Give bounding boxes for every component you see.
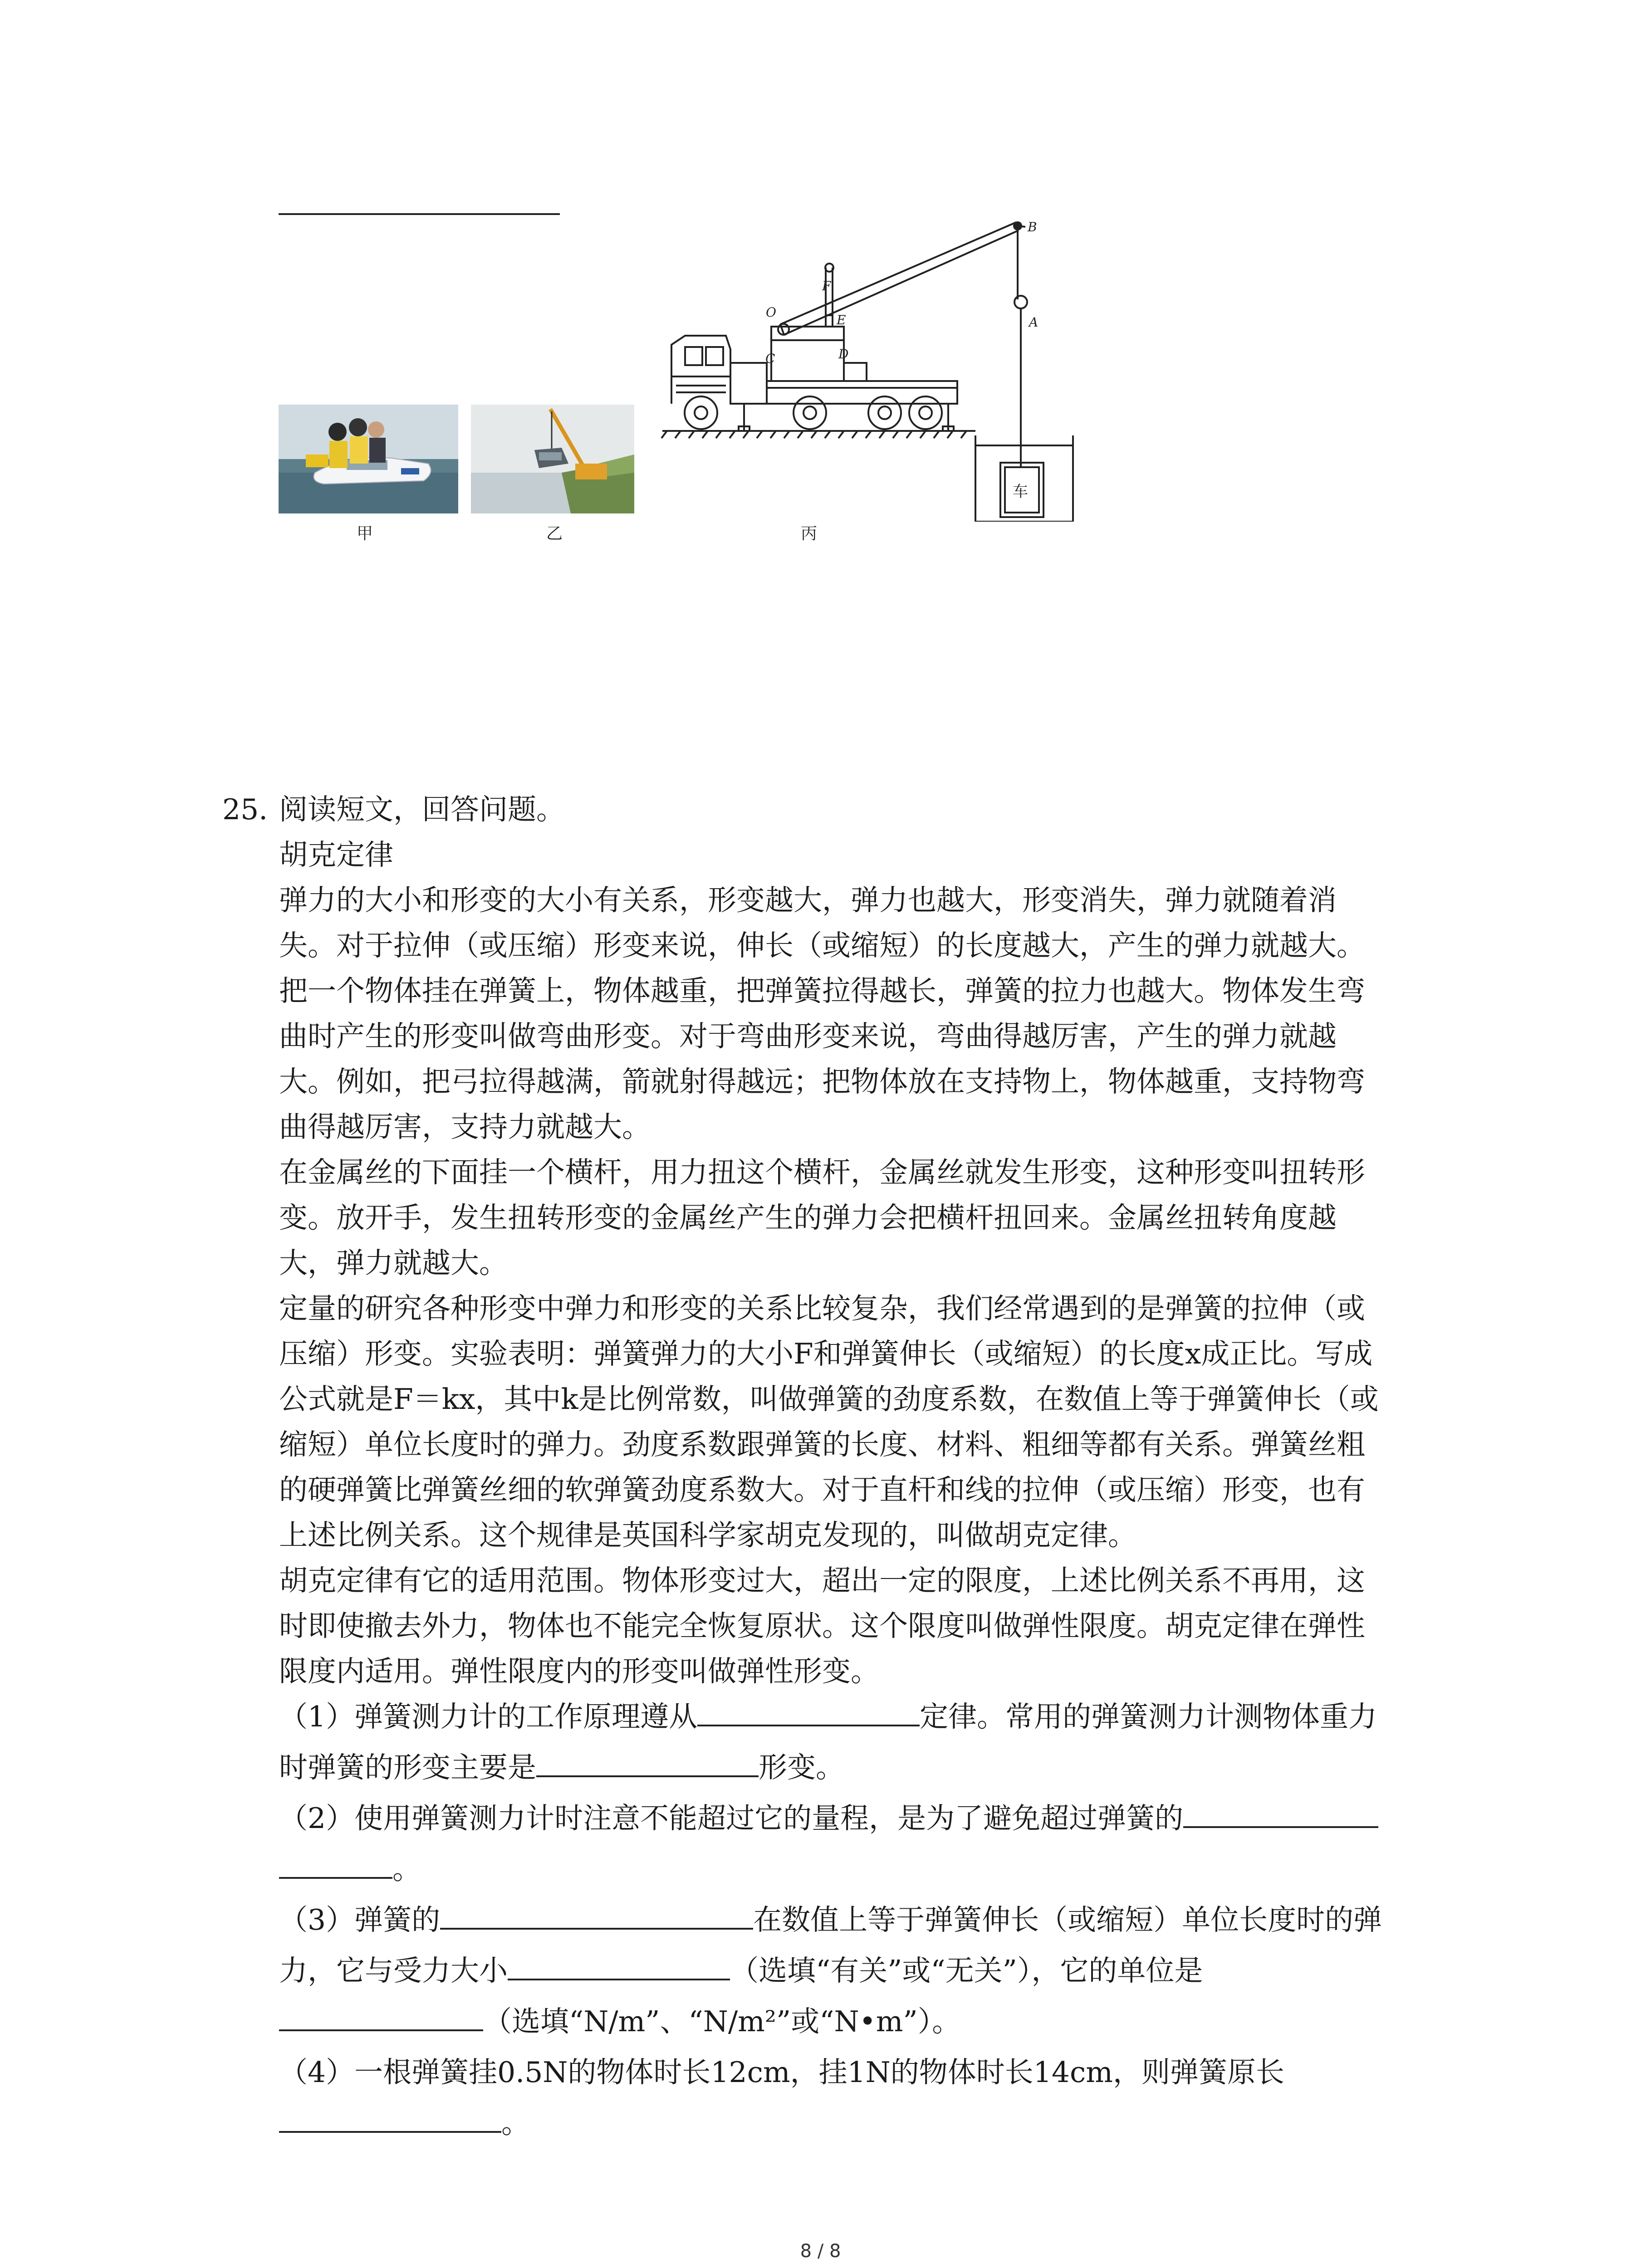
- passage-line: 限度内适用。弹性限度内的形变叫做弹性形变。: [279, 1655, 879, 1688]
- answer-blank[interactable]: [279, 1847, 392, 1879]
- sub-question-line: [279, 1847, 1486, 1897]
- sub-text: 形变。: [759, 1751, 844, 1784]
- caption-yi: 乙: [546, 524, 563, 543]
- sub-question-4: [279, 2050, 1486, 2151]
- sub-text: （选填“N/m”、“N/m²”或“N•m”）。: [483, 2005, 961, 2038]
- passage-line: 曲得越厉害，支持力就越大。: [279, 1110, 651, 1144]
- answer-blank[interactable]: [279, 1999, 483, 2031]
- paragraph-3: [279, 1286, 1486, 1558]
- label-f: F: [822, 279, 831, 293]
- passage-line: 失。对于拉伸（或压缩）形变来说，伸长（或缩短）的长度越大，产生的弹力就越大。: [279, 929, 1365, 962]
- passage-line: 大，弹力就越大。: [279, 1246, 508, 1280]
- sub-question-3: [279, 1897, 1486, 2050]
- sub-question-line: [279, 2101, 1486, 2151]
- label-b: B: [1028, 220, 1037, 235]
- passage-line: 时即使撤去外力，物体也不能完全恢复原状。这个限度叫做弹性限度。胡克定律在弹性: [279, 1609, 1365, 1642]
- passage-line: 弹力的大小和形变的大小有关系，形变越大，弹力也越大，形变消失，弹力就随着消: [279, 884, 1337, 917]
- passage-line: 在金属丝的下面挂一个横杆，用力扭这个横杆，金属丝就发生形变，这种形变叫扭转形: [279, 1156, 1365, 1189]
- sub-question-2: [279, 1796, 1486, 1897]
- passage-line: 公式就是F＝kx，其中k是比例常数，叫做弹簧的劲度系数，在数值上等于弹簧伸长（或: [279, 1383, 1379, 1416]
- label-a: A: [1029, 315, 1038, 330]
- sub-question-line: [279, 2050, 1486, 2101]
- sub-question-line: [279, 1694, 1486, 1745]
- answer-blank[interactable]: [697, 1695, 920, 1726]
- caption-bing: 丙: [801, 524, 818, 543]
- sub-question-line: [279, 1897, 1486, 1948]
- passage-line: 缩短）单位长度时的弹力。劲度系数跟弹簧的长度、材料、粗细等都有关系。弹簧丝粗: [279, 1428, 1365, 1461]
- sub-text: 在数值上等于弹簧伸长（或缩短）单位长度时的弹: [753, 1903, 1382, 1936]
- sub-text: （3）弹簧的: [279, 1903, 441, 1936]
- label-e: E: [837, 313, 846, 327]
- passage-line: 把一个物体挂在弹簧上，物体越重，把弹簧拉得越长，弹簧的拉力也越大。物体发生弯: [279, 974, 1365, 1007]
- passage-line: 上述比例关系。这个规律是英国科学家胡克发现的，叫做胡克定律。: [279, 1519, 1136, 1552]
- question-number: 25.: [222, 793, 268, 826]
- paragraph-2: [279, 1150, 1486, 1286]
- answer-blank-line: [279, 213, 560, 215]
- photo-crane-lifting-car: [471, 405, 634, 513]
- sub-question-line: [279, 1745, 1486, 1796]
- sub-text: 。: [501, 2107, 530, 2140]
- passage-line: 压缩）形变。实验表明：弹簧弹力的大小F和弹簧伸长（或缩短）的长度x成正比。写成: [279, 1337, 1373, 1370]
- sub-text: （4）一根弹簧挂0.5N的物体时长12cm，挂1N的物体时长14cm，则弹簧原长: [279, 2056, 1284, 2089]
- sub-text: （选填“有关”或“无关”），它的单位是: [730, 1954, 1203, 1987]
- caption-jia: 甲: [357, 524, 373, 543]
- passage-line: 胡克定律有它的适用范围。物体形变过大，超出一定的限度，上述比例关系不再用，这: [279, 1564, 1365, 1597]
- answer-blank[interactable]: [508, 1949, 730, 1980]
- answer-blank[interactable]: [1183, 1796, 1378, 1828]
- label-car: 车: [1013, 483, 1028, 501]
- passage-line: 大。例如，把弓拉得越满，箭就射得越远；把物体放在支持物上，物体越重，支持物弯: [279, 1065, 1365, 1098]
- paragraph-4: [279, 1558, 1486, 1694]
- sub-question-1: [279, 1694, 1486, 1796]
- passage-line: 的硬弹簧比弹簧丝细的软弹簧劲度系数大。对于直杆和线的拉伸（或压缩）形变，也有: [279, 1473, 1365, 1506]
- passage-line: 曲时产生的形变叫做弯曲形变。对于弯曲形变来说，弯曲得越厉害，产生的弹力就越: [279, 1020, 1337, 1053]
- sub-text: 力，它与受力大小: [279, 1954, 508, 1987]
- label-c: C: [765, 351, 775, 366]
- passage-title: 胡克定律: [279, 838, 393, 871]
- sub-question-line: [279, 1796, 1486, 1847]
- sub-text: 时弹簧的形变主要是: [279, 1751, 536, 1784]
- label-d: D: [838, 347, 849, 362]
- sub-text: （2）使用弹簧测力计时注意不能超过它的量程，是为了避免超过弹簧的: [279, 1802, 1184, 1835]
- crane-diagram: [658, 213, 1093, 522]
- answer-blank[interactable]: [536, 1745, 759, 1777]
- answer-blank[interactable]: [440, 1898, 753, 1930]
- sub-question-line: [279, 1999, 1486, 2050]
- sub-text: 。: [392, 1853, 421, 1886]
- paragraph-1: [279, 878, 1486, 1150]
- answer-blank[interactable]: [279, 2101, 501, 2133]
- page-number: 8 / 8: [800, 2241, 841, 2262]
- question-body: [279, 787, 1486, 2151]
- sub-text: 定律。常用的弹簧测力计测物体重力: [920, 1700, 1377, 1733]
- sub-question-line: [279, 1948, 1486, 1999]
- passage-line: 定量的研究各种形变中弹力和形变的关系比较复杂，我们经常遇到的是弹簧的拉伸（或: [279, 1292, 1365, 1325]
- sub-text: （1）弹簧测力计的工作原理遵从: [279, 1700, 698, 1733]
- label-o: O: [766, 305, 776, 320]
- passage-line: 变。放开手，发生扭转形变的金属丝产生的弹力会把横杆扭回来。金属丝扭转角度越: [279, 1201, 1337, 1234]
- question-prompt: 阅读短文，回答问题。: [279, 793, 565, 826]
- photo-car-in-water: [279, 405, 458, 513]
